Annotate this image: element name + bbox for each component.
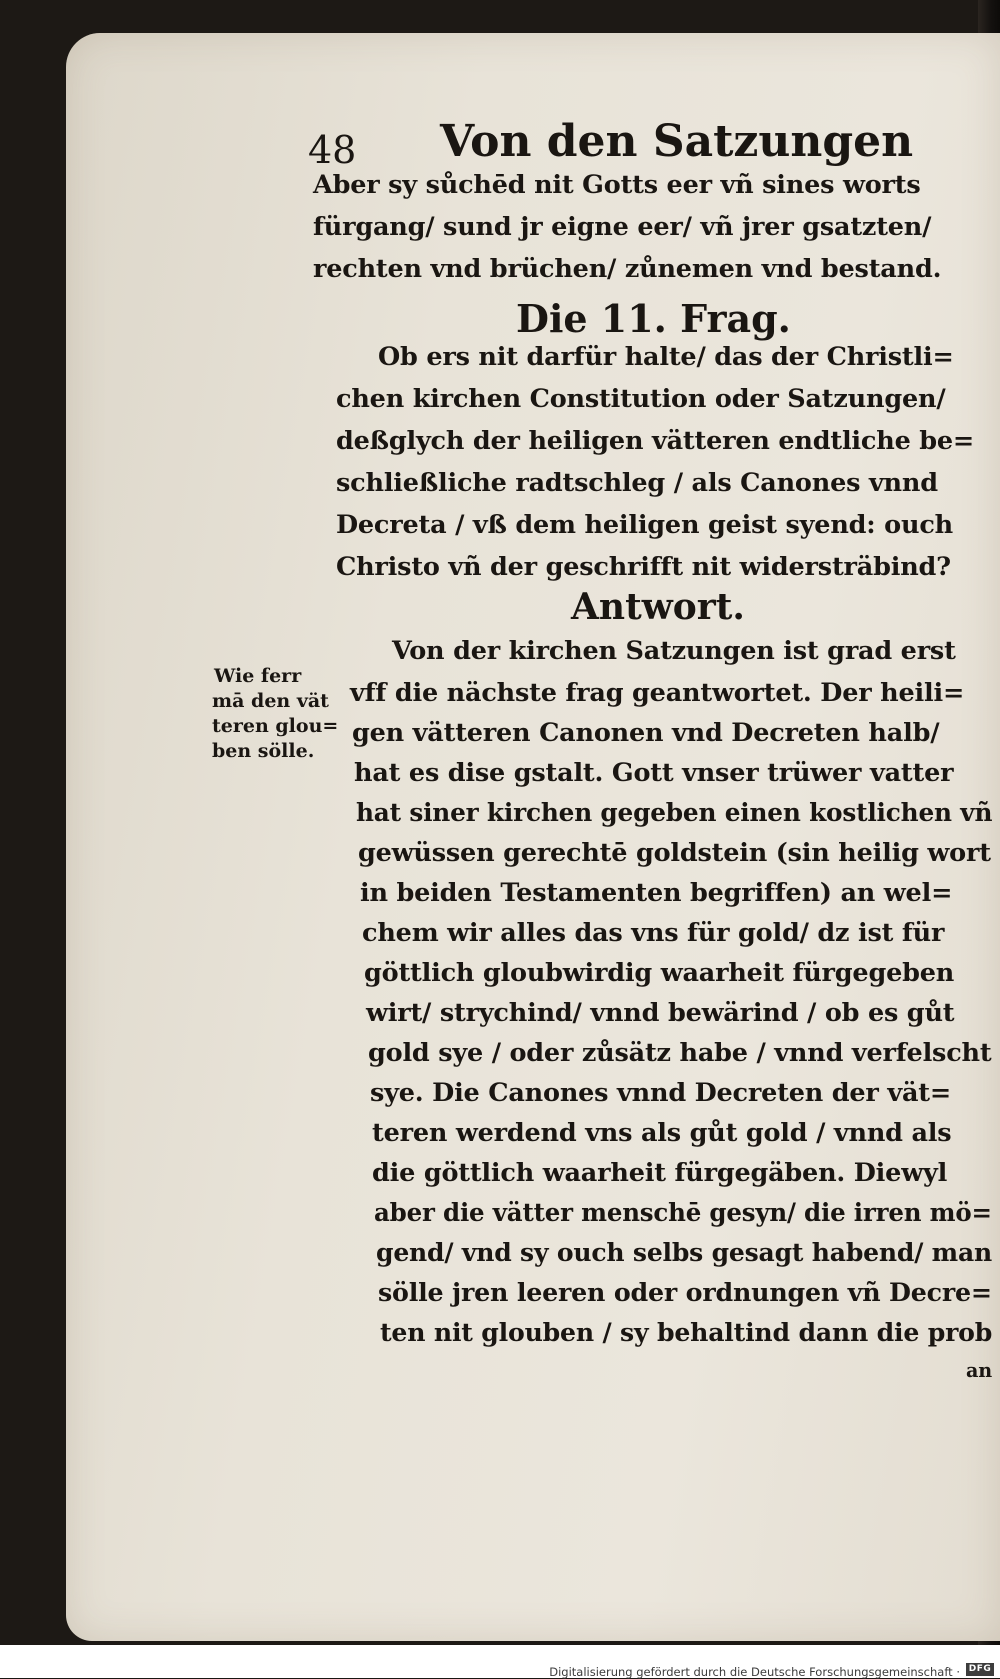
- text-line: Christo vñ der geschrifft nit widersträbind?: [336, 552, 951, 582]
- text-line: Decreta / vß dem heiligen geist syend: ouch: [336, 510, 953, 540]
- margin-note-line: Wie ferr: [214, 665, 302, 687]
- text-line: die göttlich waarheit fürgegäben. Diewyl: [372, 1158, 948, 1188]
- text-line: schließliche radtschleg / als Canones vnnd: [336, 468, 938, 498]
- text-line: Aber sy sůchēd nit Gotts eer vñ sines worts: [313, 170, 921, 200]
- text-line: hat siner kirchen gegeben einen kostlichen vñ: [356, 798, 993, 828]
- margin-note-line: teren glou=: [212, 715, 339, 737]
- text-line: fürgang/ sund jr eigne eer/ vñ jrer gsatzten/: [313, 212, 932, 242]
- text-line: in beiden Testamenten begriffen) an wel=: [360, 878, 953, 908]
- text-line: wirt/ strychind/ vnnd bewärind / ob es gůt: [366, 998, 955, 1028]
- text-line: chen kirchen Constitution oder Satzungen/: [336, 384, 946, 414]
- text-line: deßglych der heiligen vätteren endtliche be=: [336, 426, 975, 456]
- text-line: vff die nächste frag geantwortet. Der heili=: [350, 678, 965, 708]
- text-line: aber die vätter menschē gesyn/ die irren mö=: [374, 1198, 992, 1228]
- answer-title: Antwort.: [571, 586, 745, 628]
- page-number: 48: [308, 128, 357, 172]
- catchword: an: [966, 1358, 992, 1382]
- text-line: rechten vnd brüchen/ zůnemen vnd bestand.: [313, 254, 942, 284]
- text-line: chem wir alles das vns für gold/ dz ist für: [362, 918, 945, 948]
- text-line: hat es dise gstalt. Gott vnser trüwer vatter: [354, 758, 954, 788]
- text-line: gewüssen gerechtē goldstein (sin heilig wort: [358, 838, 991, 868]
- text-line: sye. Die Canones vnnd Decreten der vät=: [370, 1078, 952, 1108]
- text-line: teren werdend vns als gůt gold / vnnd als: [372, 1118, 952, 1148]
- margin-note-line: mā den vät: [212, 690, 329, 712]
- margin-note-line: ben sölle.: [212, 740, 315, 762]
- text-line: gen vätteren Canonen vnd Decreten halb/: [352, 718, 940, 748]
- dfg-logo: DFG: [966, 1663, 994, 1676]
- text-line: ten nit glouben / sy behaltind dann die prob: [380, 1318, 993, 1348]
- text-line: sölle jren leeren oder ordnungen vñ Decre=: [378, 1278, 992, 1308]
- text-line: gend/ vnd sy ouch selbs gesagt habend/ man: [376, 1238, 993, 1268]
- running-head: Von den Satzungen: [440, 116, 914, 167]
- funding-credit: Digitalisierung gefördert durch die Deutsche Forschungsgemeinschaft ·: [549, 1665, 960, 1679]
- text-line: göttlich gloubwirdig waarheit fürgegeben: [364, 958, 955, 988]
- text-line: Ob ers nit darfür halte/ das der Christli=: [378, 342, 954, 372]
- section-title: Die 11. Frag.: [516, 296, 791, 341]
- text-line: Von der kirchen Satzungen ist grad erst: [392, 636, 956, 666]
- text-line: gold sye / oder zůsätz habe / vnnd verfelscht: [368, 1038, 992, 1068]
